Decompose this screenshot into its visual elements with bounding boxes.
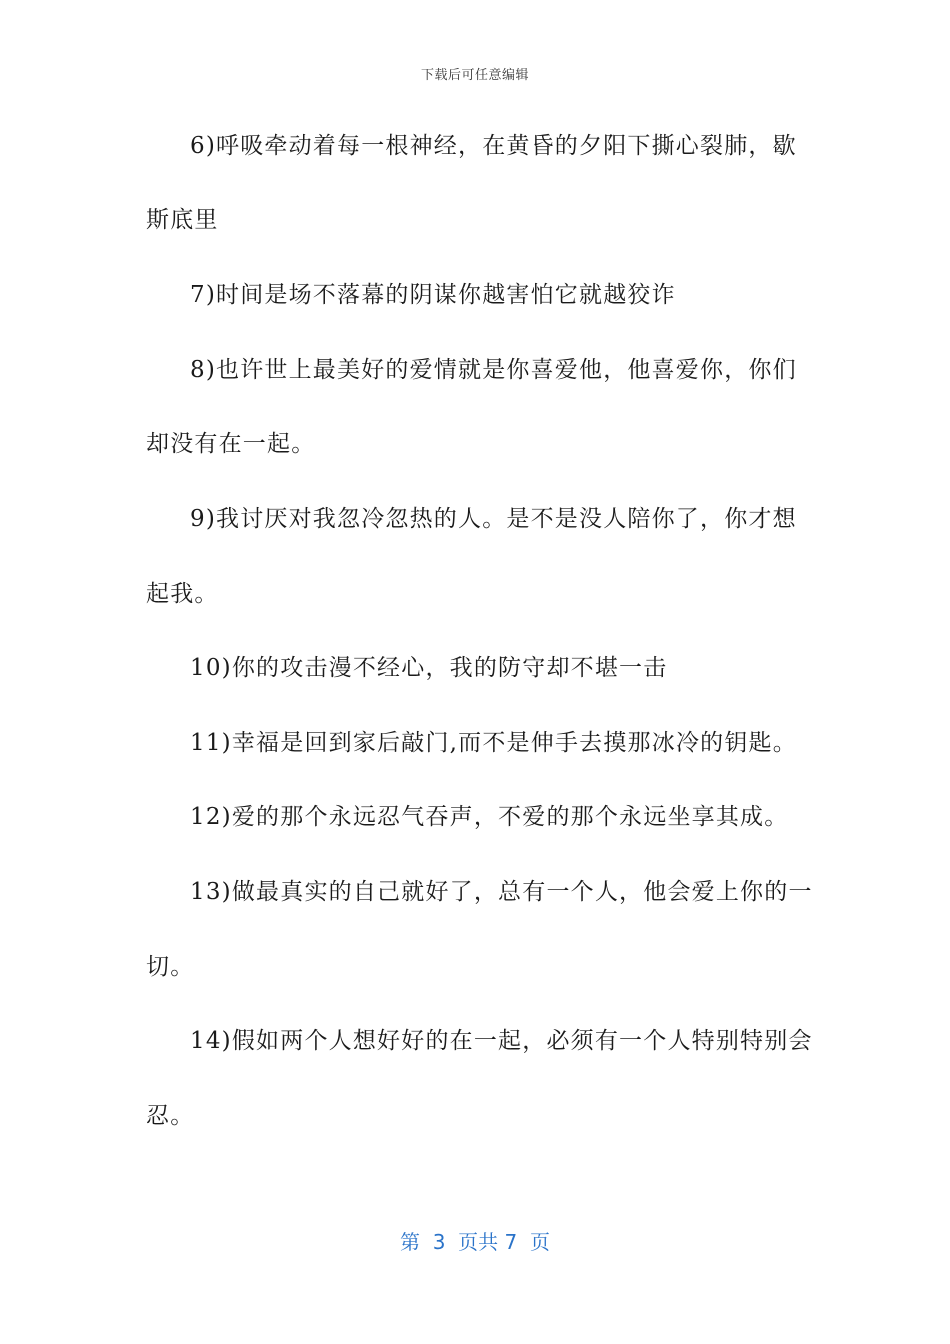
paragraph-line: 7)时间是场不落幕的阴谋你越害怕它就越狡诈 xyxy=(190,282,676,308)
page-number-footer: 第 3 页共 7 页 xyxy=(400,1230,550,1254)
paragraph-line: 13)做最真实的自己就好了，总有一个人，他会爱上你的一 xyxy=(190,879,813,905)
paragraph-line: 6)呼吸牵动着每一根神经，在黄昏的夕阳下撕心裂肺，歇 xyxy=(190,133,797,159)
paragraph-line: 忍。 xyxy=(146,1103,195,1129)
paragraph-line: 却没有在一起。 xyxy=(146,431,316,457)
paragraph-line: 起我。 xyxy=(146,581,219,607)
paragraph-line: 8)也许世上最美好的爱情就是你喜爱他，他喜爱你，你们 xyxy=(190,357,797,383)
paragraph-line: 11)幸福是回到家后敲门,而不是伸手去摸那冰冷的钥匙。 xyxy=(190,730,797,756)
page-header: 下载后可任意编辑 xyxy=(420,68,529,83)
paragraph-line: 10)你的攻击漫不经心，我的防守却不堪一击 xyxy=(190,655,668,681)
paragraph-line: 9)我讨厌对我忽冷忽热的人。是不是没人陪你了，你才想 xyxy=(190,506,797,532)
paragraph-line: 切。 xyxy=(146,954,195,980)
paragraph-line: 12)爱的那个永远忍气吞声，不爱的那个永远坐享其成。 xyxy=(190,804,789,830)
paragraph-line: 14)假如两个人想好好的在一起，必须有一个人特别特别会 xyxy=(190,1028,813,1054)
paragraph-line: 斯底里 xyxy=(146,207,219,233)
